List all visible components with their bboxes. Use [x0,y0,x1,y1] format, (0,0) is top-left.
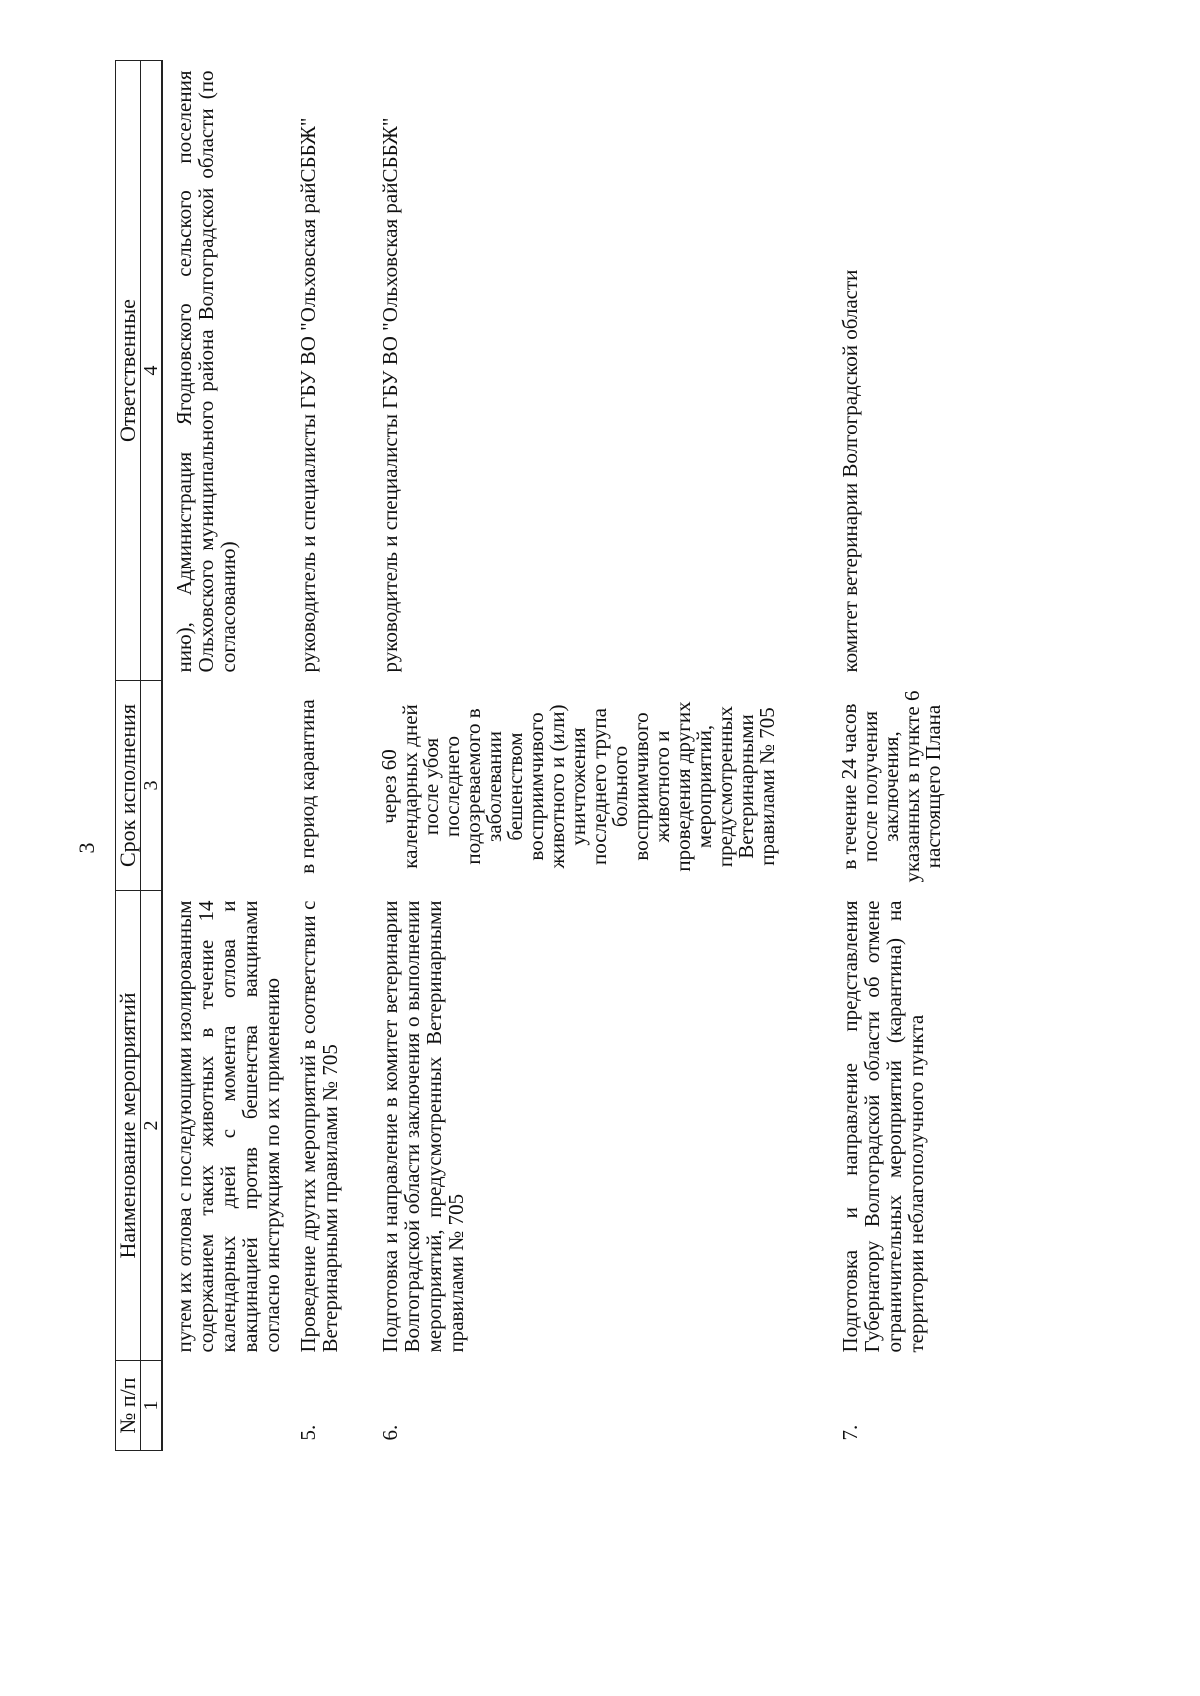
measure-name: Подготовка и направление в комитет ветеринарии Волгоградской области заключения о выполнении мероприятий, предусмотренных Ветеринарными правилами № 705 [378,900,468,1353]
column-number: 2 [141,891,163,1361]
header-num: № п/п [116,1361,141,1451]
page-number: 3 [74,842,99,854]
measure-deadline: в период карантина [295,699,319,874]
measure-name: путем их отлова с последующими изолированным содержанием таких животных в течение 14 календарных дней с момента отлова и вакцинацией против бешенства вакцинами согласно инструкциям по их применению [172,900,284,1353]
measure-responsible: нию), Администрация Ягодновского сельского поселения Ольховского муниципального района Волгоградской области (по согласованию) [172,70,240,673]
header-responsible: Ответственные [116,61,141,681]
measure-responsible: руководитель и специалисты ГБУ ВО "Ольховская райСББЖ" [378,117,402,673]
measure-deadline: через 60 календарных дней после убоя последнего подозреваемого в заболевании бешенством восприимчивого животного и (или) уничтожения последнего трупа больного восприимчивого животного и проведения других мероприятий, предусмотренных Ветеринарными правилами № 705 [377,701,779,872]
measure-deadline [162,681,291,891]
column-number: 3 [141,681,163,891]
table-row [373,61,833,1451]
table-row [291,61,373,1451]
row-number: 7. [838,1424,862,1441]
measure-responsible: руководитель и специалисты ГБУ ВО "Ольховская райСББЖ" [296,117,320,673]
column-number: 1 [141,1361,163,1451]
measure-responsible: комитет ветеринарии Волгоградской области [838,269,862,673]
measures-table [115,60,950,1451]
measure-name: Подготовка и направление представления Губернатору Волгоградской области об отмене ограничительных мероприятий (карантина) на территории неблагополучного пункта [838,900,928,1353]
table-row [833,61,950,1451]
column-number-row [141,61,163,1451]
row-number: 6. [378,1424,402,1441]
header-row [116,61,141,1451]
measure-name: Проведение других мероприятий в соответствии с Ветеринарными правилами № 705 [296,900,342,1353]
row-number: 5. [296,1424,320,1441]
column-number: 4 [141,61,163,681]
table-row [162,61,291,1451]
measure-deadline: в течение 24 часов после получения заключения, указанных в пункте 6 настоящего Плана [837,690,945,883]
row-number [162,1361,291,1451]
header-name: Наименование мероприятий [116,891,141,1361]
header-deadline: Срок исполнения [116,681,141,891]
